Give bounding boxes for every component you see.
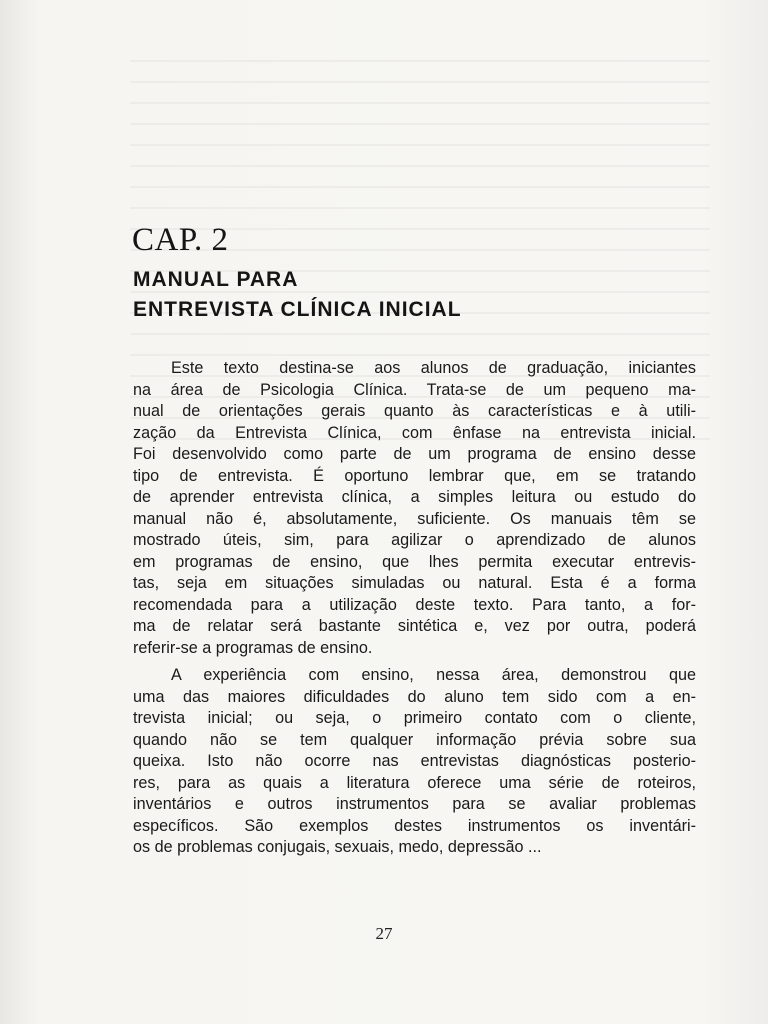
- text-line: trevista inicial; ou seja, o primeiro contato com o cliente,: [133, 709, 696, 727]
- text-line: em programas de ensino, que lhes permita executar entrevis-: [133, 552, 696, 571]
- text-line: zação da Entrevista Clínica, com ênfase na entrevista inicial.: [133, 423, 696, 442]
- text-line: recomendada para a utilização deste texto. Para tanto, a for-: [133, 595, 696, 614]
- text-line: tas, seja em situações simuladas ou natural. Esta é a forma: [133, 574, 696, 592]
- text-line: mostrado úteis, sim, para agilizar o aprendizado de alunos: [133, 531, 696, 549]
- text-line: os de problemas conjugais, sexuais, medo, depressão ...: [133, 838, 542, 856]
- text-line: na área de Psicologia Clínica. Trata-se de um pequeno ma-: [133, 380, 696, 399]
- chapter-title-line-2: ENTREVISTA CLÍNICA INICIAL: [133, 298, 462, 321]
- text-line: de aprender entrevista clínica, a simples leitura ou estudo do: [133, 488, 696, 506]
- text-line: Foi desenvolvido como parte de um programa de ensino desse: [133, 445, 696, 463]
- chapter-title-line-1: MANUAL PARA: [133, 268, 299, 291]
- text-line: uma das maiores dificuldades do aluno tem sido com a en-: [133, 687, 696, 706]
- text-line: queixa. Isto não ocorre nas entrevistas diagnósticas posterio-: [133, 752, 696, 770]
- paragraph-1: [133, 358, 696, 659]
- text-line: manual não é, absolutamente, suficiente. Os manuais têm se: [133, 509, 696, 528]
- chapter-label: CAP. 2: [132, 222, 229, 258]
- text-line: quando não se tem qualquer informação prévia sobre sua: [133, 730, 696, 749]
- text-line: ma de relatar será bastante sintética e, vez por outra, poderá: [133, 617, 696, 635]
- text-line: res, para as quais a literatura oferece uma série de roteiros,: [133, 773, 696, 792]
- body-text: [133, 358, 696, 859]
- page-number: 27: [375, 924, 393, 943]
- text-line: Este texto destina-se aos alunos de graduação, iniciantes: [171, 359, 696, 377]
- text-line: inventários e outros instrumentos para se avaliar problemas: [133, 795, 696, 813]
- text-line: específicos. São exemplos destes instrumentos os inventári-: [133, 816, 696, 835]
- text-line: nual de orientações gerais quanto às características e à utili-: [133, 402, 696, 420]
- paragraph-2: [133, 665, 696, 859]
- text-line: referir-se a programas de ensino.: [133, 638, 373, 657]
- text-line: A experiência com ensino, nessa área, demonstrou que: [171, 666, 696, 684]
- text-line: tipo de entrevista. É oportuno lembrar que, em se tratando: [133, 466, 696, 485]
